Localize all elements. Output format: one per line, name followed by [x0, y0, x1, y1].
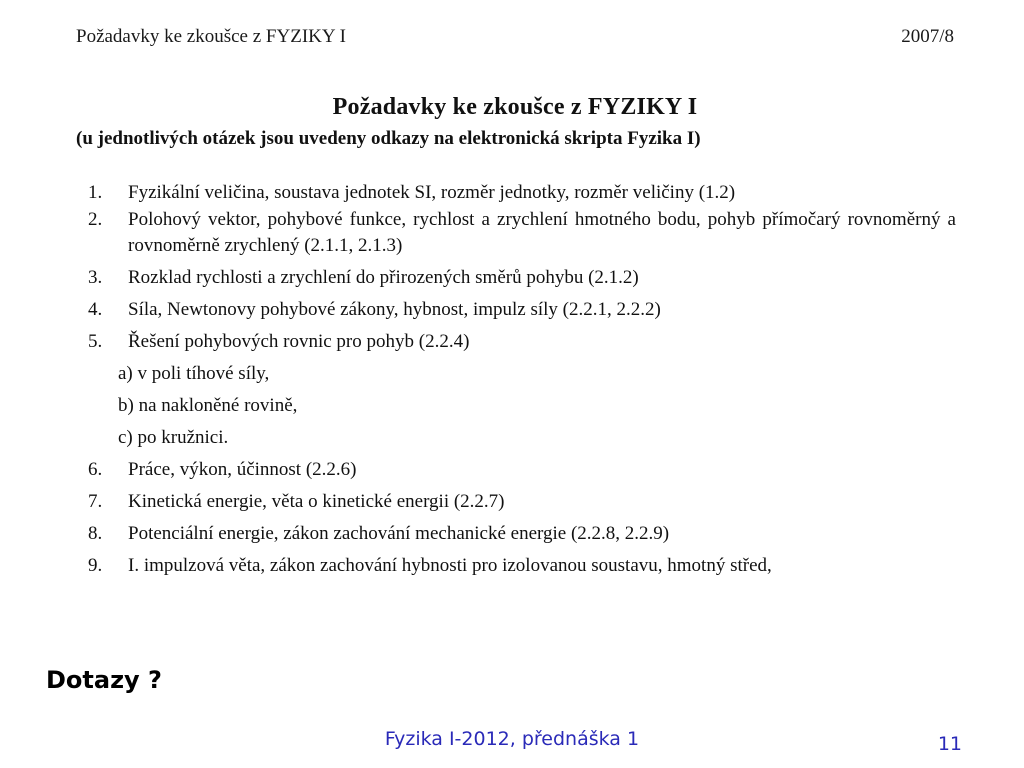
questions-prompt: Dotazy ?: [46, 666, 162, 694]
list-item-text: Kinetická energie, věta o kinetické energii (2.2.7): [128, 491, 505, 512]
list-item-number: 1.: [88, 182, 103, 203]
document-header: [76, 26, 960, 52]
list-item: [88, 457, 956, 483]
list-item-text: Polohový vektor, pohybové funkce, rychlost a zrychlení hmotného bodu, pohyb přímočarý rovnoměrný a rovnoměrně zrychlený (2.1.1, 2.1.3): [128, 209, 956, 256]
list-item: [88, 553, 956, 579]
list-item-number: 4.: [88, 299, 103, 320]
document-header-title: Požadavky ke zkoušce z FYZIKY I: [76, 26, 346, 47]
document-scan: [70, 20, 960, 588]
list-item-text: Potenciální energie, zákon zachování mechanické energie (2.2.8, 2.2.9): [128, 523, 670, 544]
list-item: [88, 180, 956, 206]
list-item-text: Síla, Newtonovy pohybové zákony, hybnost, impulz síly (2.2.1, 2.2.2): [128, 299, 661, 320]
document-header-year: 2007/8: [901, 26, 954, 47]
list-item-text: I. impulzová věta, zákon zachování hybnosti pro izolovanou soustavu, hmotný střed,: [128, 555, 772, 576]
list-subitem: c) po kružnici.: [118, 427, 229, 448]
slide-page-number: 11: [937, 733, 962, 755]
list-item: [88, 265, 956, 291]
list-item-number: 2.: [88, 209, 103, 230]
list-item-number: 8.: [88, 523, 103, 544]
list-item-number: 7.: [88, 491, 103, 512]
list-item-number: 9.: [88, 555, 103, 576]
list-item-text: Řešení pohybových rovnic pro pohyb (2.2.4): [128, 331, 470, 352]
list-item: [88, 521, 956, 547]
list-item: [88, 297, 956, 323]
list-item-number: 3.: [88, 267, 103, 288]
document-title: Požadavky ke zkoušce z FYZIKY I: [332, 94, 698, 120]
requirements-list: [88, 180, 956, 585]
list-item: [88, 489, 956, 515]
list-subitem: b) na nakloněné rovině,: [118, 395, 298, 416]
list-item-text: Práce, výkon, účinnost (2.2.6): [128, 459, 357, 480]
list-item-number: 6.: [88, 459, 103, 480]
list-item: [88, 329, 956, 355]
list-item: [88, 207, 956, 259]
list-item-text: Rozklad rychlosti a zrychlení do přirozených směrů pohybu (2.1.2): [128, 267, 639, 288]
document-subtitle: (u jednotlivých otázek jsou uvedeny odkazy na elektronická skripta Fyzika I): [76, 128, 701, 149]
list-item-text: Fyzikální veličina, soustava jednotek SI, rozměr jednotky, rozměr veličiny (1.2): [128, 182, 736, 203]
slide-footer: Fyzika I-2012, přednáška 1: [384, 728, 640, 750]
list-subitem: a) v poli tíhové síly,: [118, 363, 270, 384]
list-item-number: 5.: [88, 331, 103, 352]
